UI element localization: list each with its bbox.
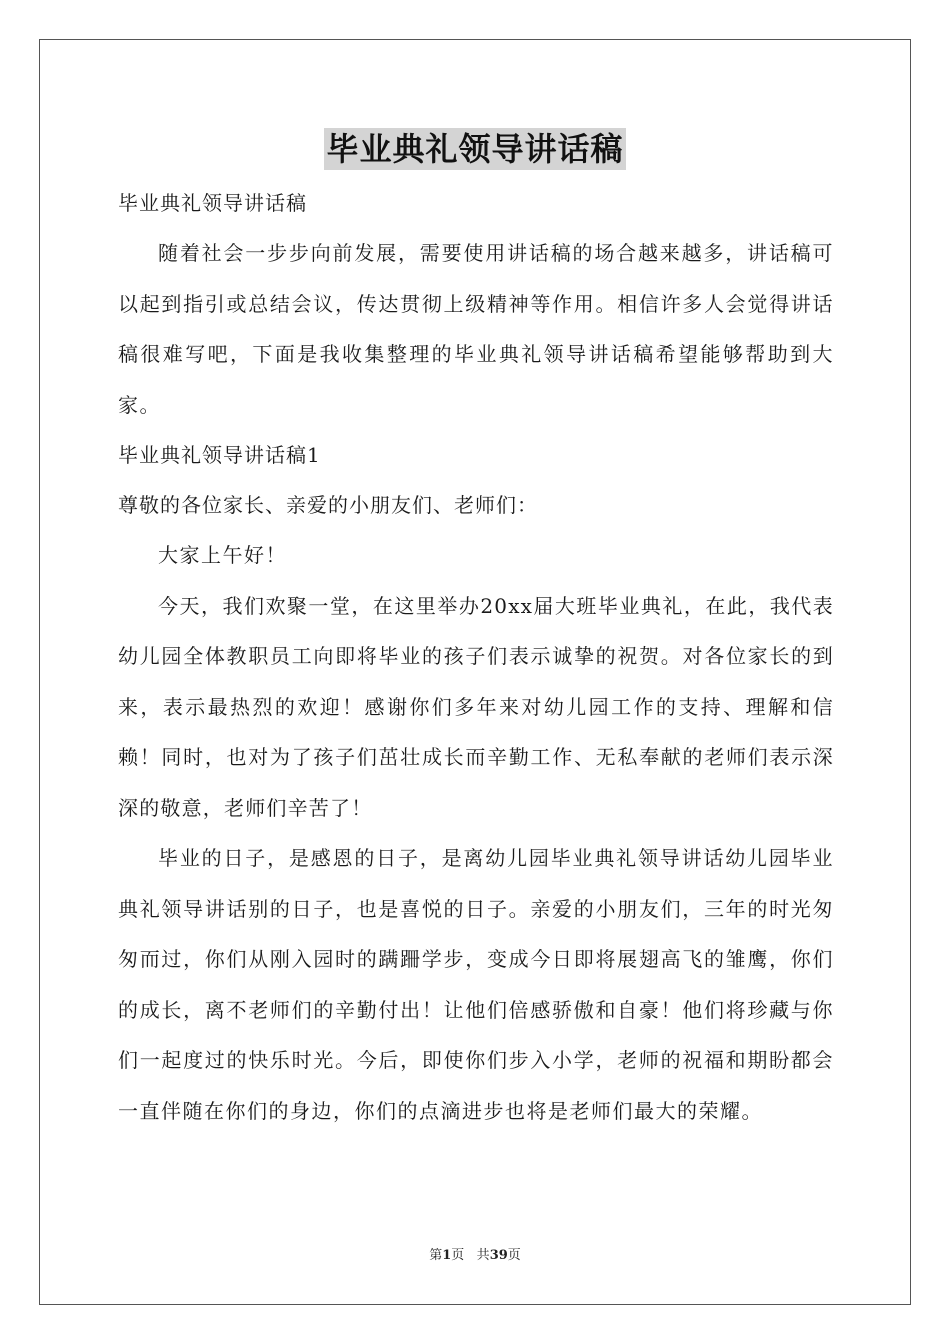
page-suffix: 页 (451, 1248, 465, 1263)
page-footer (0, 1246, 950, 1266)
salutation: 尊敬的各位家长、亲爱的小朋友们、老师们： (118, 493, 538, 517)
greeting: 大家上午好！ (158, 543, 287, 567)
body-paragraph-1: 今天，我们欢聚一堂，在这里举办20xx届大班毕业典礼，在此，我代表幼儿园全体教职员工向即将毕业的孩子们表示诚挚的祝贺。对各位家长的到来，表示最热烈的欢迎！感谢你们多年来对幼儿园工作的支持、理解和信赖！同时，也对为了孩子们茁壮成长而辛勤工作、无私奉献的老师们表示深深的敬意，老师们辛苦了！ (118, 593, 834, 820)
document-body (118, 178, 834, 1136)
section-heading: 毕业典礼领导讲话稿1 (118, 443, 321, 467)
page-total: 39 (489, 1248, 508, 1263)
title-container (0, 128, 950, 170)
document-title: 毕业典礼领导讲话稿 (326, 130, 624, 168)
page-current: 1 (442, 1248, 452, 1263)
intro-paragraph: 随着社会一步步向前发展，需要使用讲话稿的场合越来越多，讲话稿可以起到指引或总结会议，传达贯彻上级精神等作用。相信许多人会觉得讲话稿很难写吧，下面是我收集整理的毕业典礼领导讲话稿希望能够帮助到大家。 (118, 241, 834, 417)
body-paragraph-2: 毕业的日子，是感恩的日子，是离幼儿园毕业典礼领导讲话幼儿园毕业典礼领导讲话别的日子，也是喜悦的日子。亲爱的小朋友们，三年的时光匆匆而过，你们从刚入园时的蹒跚学步，变成今日即将展翅高飞的雏鹰，你们的成长，离不老师们的辛勤付出！让他们倍感骄傲和自豪！他们将珍藏与你们一起度过的快乐时光。今后，即使你们步入小学，老师的祝福和期盼都会一直伴随在你们的身边，你们的点滴进步也将是老师们最大的荣耀。 (118, 846, 834, 1123)
document-subtitle: 毕业典礼领导讲话稿 (118, 191, 307, 215)
total-prefix: 共 (476, 1248, 490, 1263)
total-suffix: 页 (507, 1248, 521, 1263)
page-prefix: 第 (429, 1248, 443, 1263)
